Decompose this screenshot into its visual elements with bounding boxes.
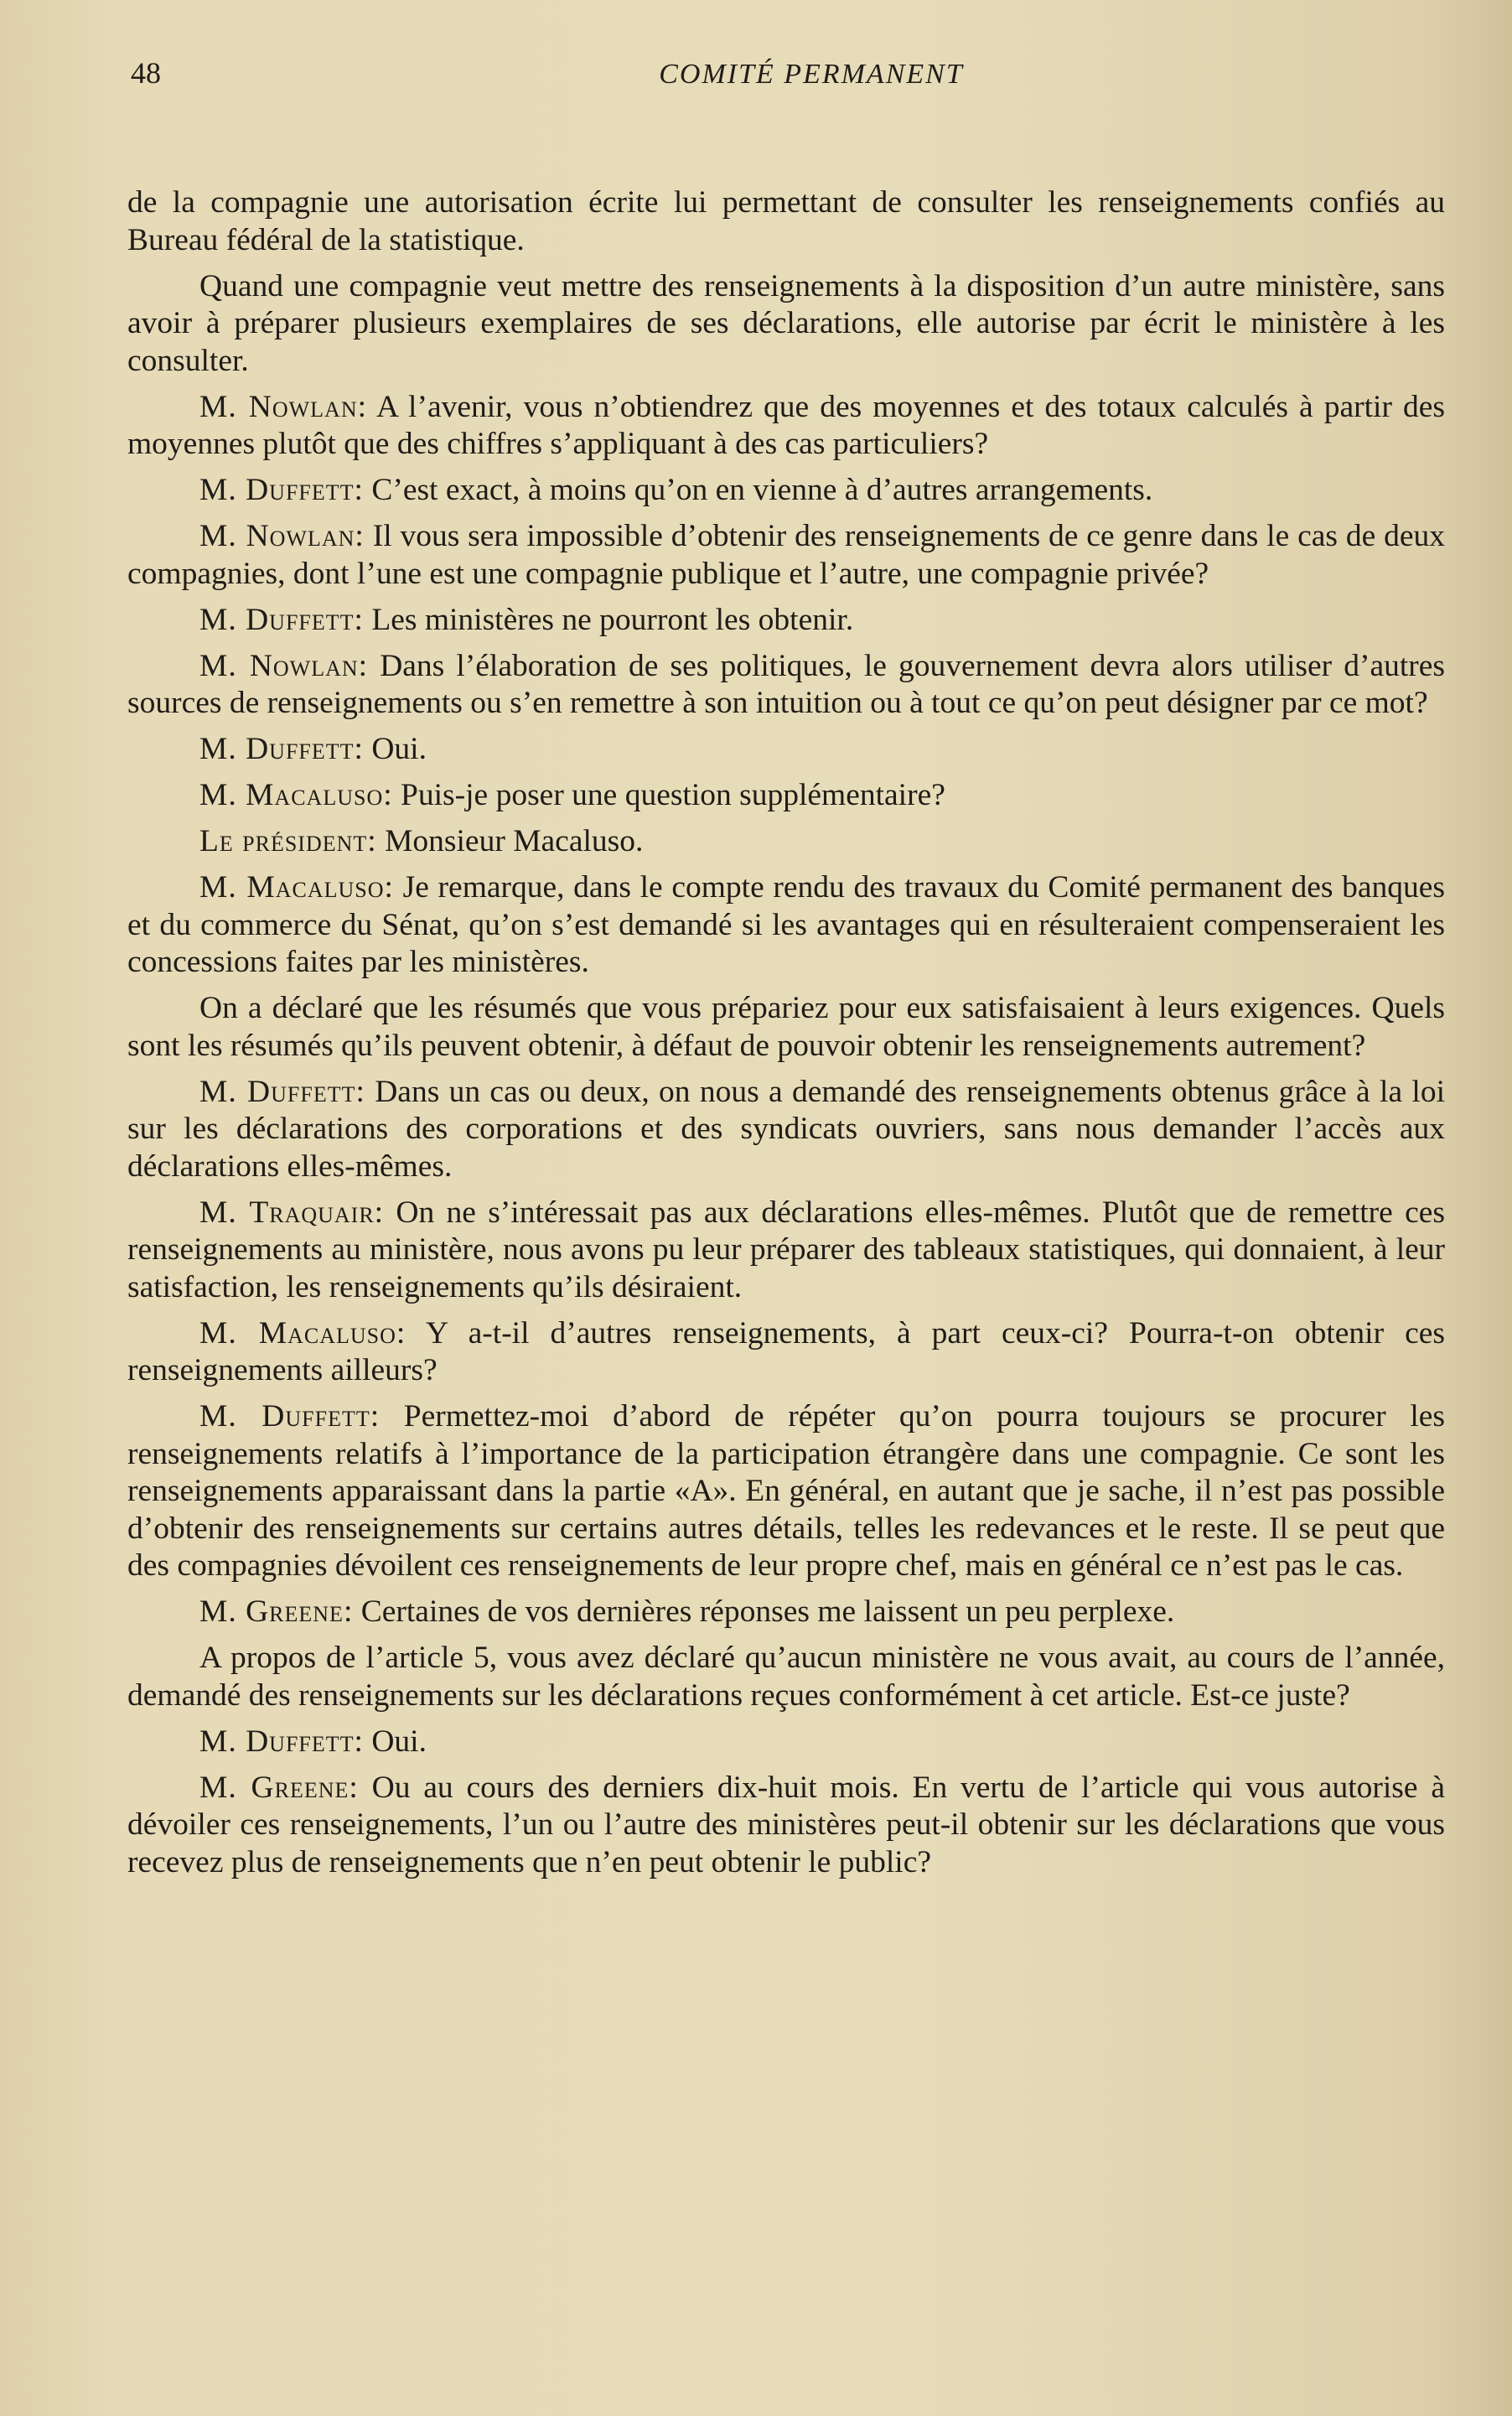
paragraph-text: Puis-je poser une question supplémentaire? [401,778,945,812]
speaker-name: M. Macaluso: [199,778,393,812]
paragraph-text: Quand une compagnie veut mettre des renseignements à la disposition d’un autre ministère, sans avoir à préparer plusieurs exemplaires de ses déclarations, elle autorise par écrit le ministère à les consulter. [127,268,1445,378]
paragraph [127,1195,1445,1307]
speaker-name: M. Greene: [199,1594,354,1629]
paragraph-text: Oui. [371,1724,427,1759]
paragraph-text: A l’avenir, vous n’obtiendrez que des moyennes et des totaux calculés à partir des moyennes plutôt que des chiffres s’appliquant à des cas particuliers? [127,389,1445,461]
paragraph [127,518,1445,593]
speaker-name: M. Duffett: [199,1724,364,1759]
paragraph [127,823,1445,861]
paragraph [127,648,1445,723]
paragraph [127,1398,1445,1585]
paragraph [127,777,1445,815]
paragraph [127,1770,1445,1882]
body-text [127,184,1445,1881]
speaker-name: M. Nowlan: [199,389,368,424]
paragraph-text: Dans l’élaboration de ses politiques, le gouvernement devra alors utiliser d’autres sources de renseignements ou s’en remettre à son intuition ou à tout ce qu’on peut désigner par ce mot? [127,648,1445,720]
paragraph-text: Monsieur Macaluso. [385,824,644,858]
paragraph [127,731,1445,769]
speaker-name: M. Duffett: [199,732,364,766]
running-title: COMITÉ PERMANENT [659,59,964,90]
speaker-name: M. Nowlan: [199,648,369,683]
paragraph-text: A propos de l’article 5, vous avez déclaré qu’aucun ministère ne vous avait, au cours de l’année, demandé des renseignements sur les déclarations reçues conformément à cet article. Est-ce juste? [127,1641,1445,1713]
speaker-name: Le président: [199,824,377,858]
paragraph [127,1315,1445,1390]
paragraph [127,869,1445,982]
paragraph-text: On ne s’intéressait pas aux déclarations elles-mêmes. Plutôt que de remettre ces renseignements au ministère, nous avons pu leur préparer des tableaux statistiques, qui donnaient, à leur satisfaction, les renseignements qu’ils désiraient. [127,1195,1445,1304]
paragraph-text: Il vous sera impossible d’obtenir des renseignements de ce genre dans le cas de deux compagnies, dont l’une est une compagnie publique et l’autre, une compagnie privée? [127,519,1445,591]
paragraph [127,389,1445,464]
running-header [127,49,1445,109]
speaker-name: M. Nowlan: [199,519,365,553]
document-page [127,49,1445,2379]
paragraph-text: C’est exact, à moins qu’on en vienne à d’autres arrangements. [371,473,1153,507]
paragraph [127,602,1445,640]
paragraph [127,268,1445,381]
paragraph [127,472,1445,510]
paragraph-text: Permettez-moi d’abord de répéter qu’on pourra toujours se procurer les renseignements relatifs à l’importance de la participation étrangère dans une compagnie. Ce sont les renseignements apparaissant dans la partie «A». En général, en autant que je sache, il n’est pas possible d’obtenir des renseignements sur certains autres détails, telles les redevances et le reste. Il se peut que des compagnies dévoilent ces renseignements de leur propre chef, mais en général ce n’est pas le cas. [127,1399,1445,1583]
paragraph-text: Je remarque, dans le compte rendu des travaux du Comité permanent des banques et du commerce du Sénat, qu’on s’est demandé si les avantages qui en résulteraient compenseraient les concessions faites par les ministères. [127,870,1445,979]
paragraph [127,990,1445,1065]
speaker-name: M. Duffett: [199,1399,381,1434]
speaker-name: M. Greene: [199,1770,359,1805]
paragraph-text: Oui. [371,732,427,766]
paragraph-text: de la compagnie une autorisation écrite lui permettant de consulter les renseignements confiés au Bureau fédéral de la statistique. [127,185,1445,257]
paragraph-text: Les ministères ne pourront les obtenir. [371,602,854,637]
paragraph [127,184,1445,259]
page-number: 48 [131,56,161,90]
speaker-name: M. Duffett: [199,473,364,507]
paragraph [127,1074,1445,1186]
speaker-name: M. Traquair: [199,1195,385,1230]
paragraph [127,1640,1445,1714]
paragraph-text: Y a-t-il d’autres renseignements, à part ceux-ci? Pourra-t-on obtenir ces renseignements ailleurs? [127,1315,1445,1387]
paragraph [127,1594,1445,1631]
paragraph-text: Dans un cas ou deux, on nous a demandé des renseignements obtenus grâce à la loi sur les déclarations des corporations et des syndicats ouvriers, sans nous demander l’accès aux déclarations elles-mêmes. [127,1074,1445,1184]
speaker-name: M. Duffett: [199,1074,365,1109]
speaker-name: M. Duffett: [199,602,364,637]
paragraph-text: Ou au cours des derniers dix-huit mois. En vertu de l’article qui vous autorise à dévoiler ces renseignements, l’un ou l’autre des ministères peut-il obtenir sur les déclarations que vous recevez plus de renseignements que n’en peut obtenir le public? [127,1770,1445,1879]
speaker-name: M. Macaluso: [199,1315,406,1351]
paragraph [127,1724,1445,1761]
paragraph-text: On a déclaré que les résumés que vous prépariez pour eux satisfaisaient à leurs exigences. Quels sont les résumés qu’ils peuvent obtenir, à défaut de pouvoir obtenir les renseignements autrement? [127,991,1445,1063]
paragraph-text: Certaines de vos dernières réponses me laissent un peu perplexe. [360,1594,1175,1629]
speaker-name: M. Macaluso: [199,870,394,905]
